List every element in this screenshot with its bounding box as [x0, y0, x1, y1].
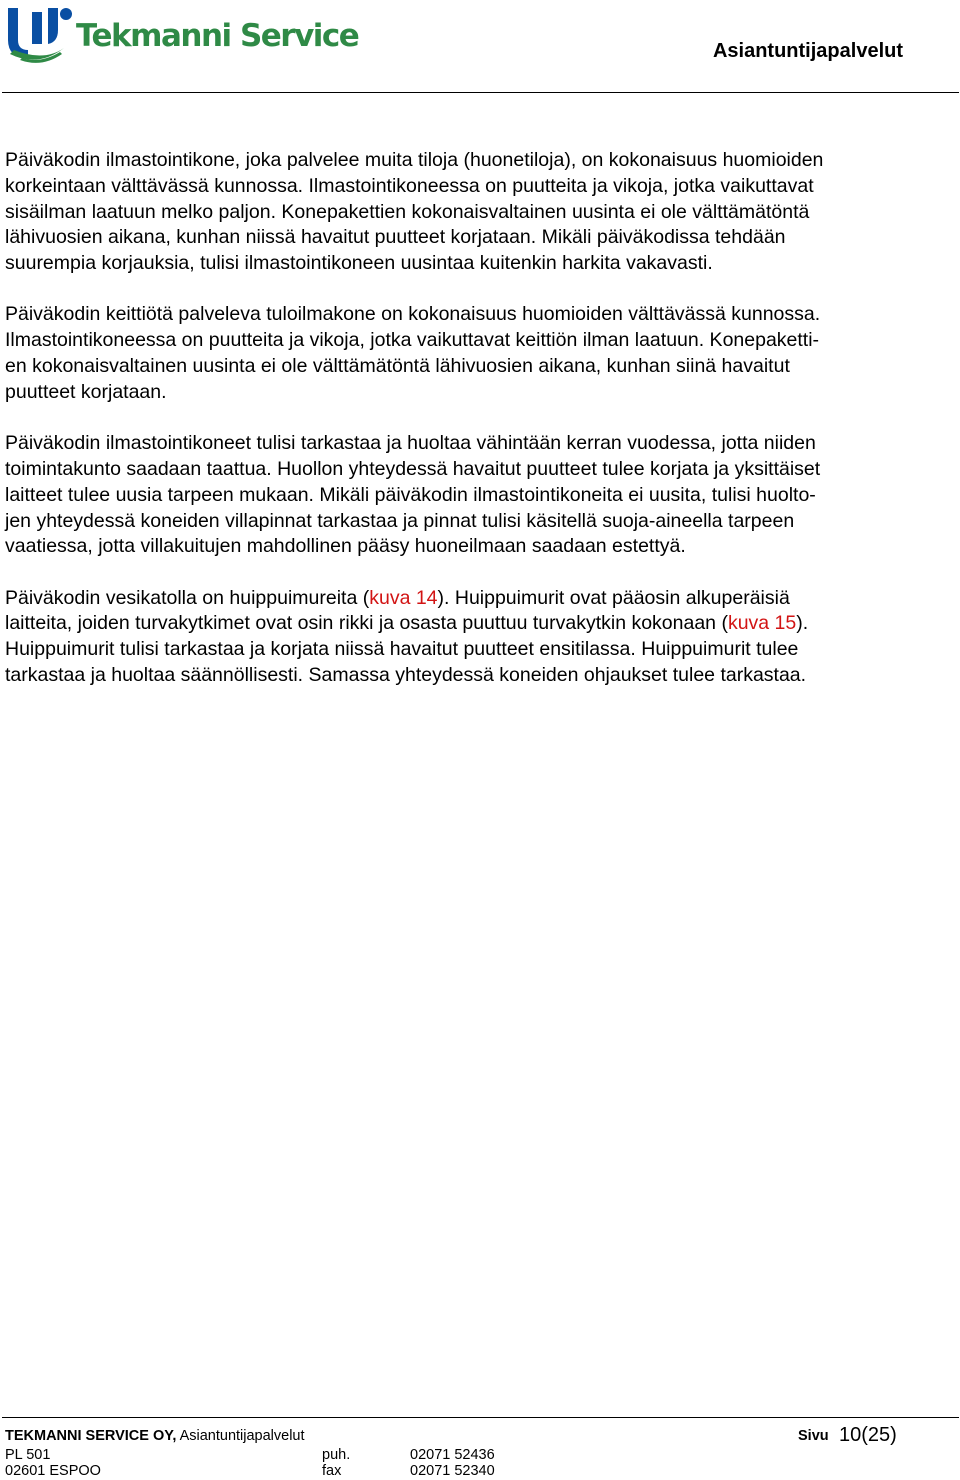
figure-reference-kuva-15[interactable]: kuva 15 — [727, 612, 797, 635]
text-line: sisäilman laatuun melko paljon. Konepakettien kokonaisvaltainen uusinta ei ole välttämätöntä — [5, 200, 810, 223]
text-segment: Päiväkodin vesikatolla on huippuimureita ( — [5, 586, 370, 609]
text-segment: ). — [796, 612, 809, 635]
footer-page-label: Sivu — [798, 1428, 829, 1444]
text-line: korkeintaan välttävässä kunnossa. Ilmastointikoneessa on puutteita ja vikoja, jotka vaikuttavat — [5, 174, 814, 197]
text-line: Päiväkodin keittiötä palveleva tuloilmakone on kokonaisuus huomioiden välttävässä kunnossa. — [5, 303, 821, 326]
text-line: en kokonaisvaltainen uusinta ei ole välttämätöntä lähivuosien aikana, kunhan siinä havaitut — [5, 355, 790, 378]
text-line: Ilmastointikoneessa on puutteita ja vikoja, jotka vaikuttavat keittiön ilman laatuun. Konepaketti- — [5, 329, 820, 352]
paragraph-3 — [5, 431, 955, 560]
footer-company-line — [5, 1428, 305, 1445]
text-line: puutteet korjataan. — [5, 380, 167, 403]
header-title: Asiantuntijapalvelut — [712, 40, 903, 62]
tekmanni-logo — [4, 4, 359, 64]
page-header — [0, 0, 960, 94]
figure-reference-kuva-14[interactable]: kuva 14 — [369, 586, 438, 609]
footer-divider — [2, 1417, 959, 1418]
text-line: jen yhteydessä koneiden villapinnat tarkastaa ja pinnat tulisi käsitellä suoja-aineella tarpeen — [5, 509, 795, 532]
text-line: toimintakunto saadaan taattua. Huollon yhteydessä havaitut puutteet tulee korjata ja yksittäiset — [5, 457, 821, 480]
page-footer — [5, 1422, 955, 1480]
footer-company: TEKMANNI SERVICE OY, — [5, 1428, 177, 1444]
logo-text: Tekmanni Service — [76, 18, 359, 54]
footer-address-1: PL 501 — [5, 1447, 51, 1463]
footer-fax-label: fax — [322, 1463, 342, 1479]
text-line: vaatiessa, jotta villakuitujen mahdollinen pääsy huoneilmaan saadaan estettyä. — [5, 535, 686, 558]
text-line: suurempia korjauksia, tulisi ilmastointikoneen uusintaa kuitenkin harkita vakavasti. — [5, 252, 713, 275]
header-divider — [2, 92, 959, 93]
text-line: tarkastaa ja huoltaa säännöllisesti. Samassa yhteydessä koneiden ohjaukset tulee tarkastaa. — [5, 664, 807, 687]
footer-phone-label: puh. — [322, 1447, 351, 1463]
footer-phone: 02071 52436 — [410, 1447, 495, 1463]
text-line: Päiväkodin ilmastointikone, joka palvelee muita tiloja (huonetiloja), on kokonaisuus huomioiden — [5, 149, 824, 171]
footer-department: Asiantuntijapalvelut — [176, 1428, 305, 1444]
text-line: Päiväkodin ilmastointikoneet tulisi tarkastaa ja huoltaa vähintään kerran vuodessa, jotta niiden — [5, 432, 816, 455]
footer-page-number: 10(25) — [839, 1424, 897, 1446]
text-segment: laitteita, joiden turvakytkimet ovat osin rikki ja osasta puuttuu turvakytkin kokonaan ( — [5, 612, 728, 635]
footer-address-2: 02601 ESPOO — [5, 1463, 101, 1479]
text-line: Huippuimurit tulisi tarkastaa ja korjata niissä havaitut puutteet ensitilassa. Huippuimurit tulee — [5, 638, 799, 661]
text-line — [5, 586, 955, 612]
document-body — [5, 148, 955, 714]
paragraph-4 — [5, 586, 955, 689]
text-segment: ). Huippuimurit ovat pääosin alkuperäisiä — [437, 586, 790, 609]
text-line: lähivuosien aikana, kunhan niissä havaitut puutteet korjataan. Mikäli päiväkodissa tehdään — [5, 226, 786, 249]
paragraph-1 — [5, 148, 955, 277]
text-line — [5, 611, 955, 637]
paragraph-2 — [5, 302, 955, 405]
text-line: laitteet tulee uusia tarpeen mukaan. Mikäli päiväkodin ilmastointikoneita ei uusita, tulisi huolto- — [5, 483, 816, 506]
footer-fax: 02071 52340 — [410, 1463, 495, 1479]
tekmanni-logo-icon — [4, 4, 74, 64]
